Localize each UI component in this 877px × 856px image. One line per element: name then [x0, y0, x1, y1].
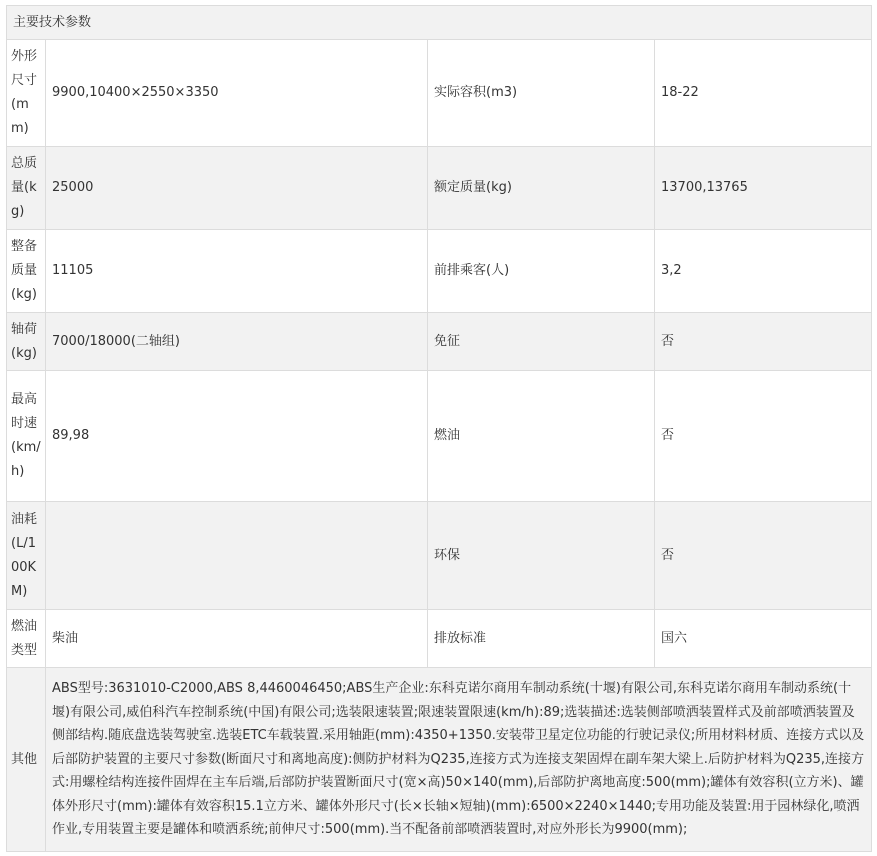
spec-table-title: 主要技术参数 [7, 6, 872, 40]
spec-row-curb-mass [7, 230, 872, 313]
label-eco: 环保 [428, 502, 655, 610]
label-axle-load: 轴荷(kg) [7, 313, 46, 371]
spec-row-gross-mass [7, 147, 872, 230]
label-curb-mass: 整备质量(kg) [7, 230, 46, 313]
value-dimensions: 9900,10400×2550×3350 [46, 40, 428, 147]
value-fuel-type: 柴油 [46, 610, 428, 668]
value-front-passengers: 3,2 [655, 230, 872, 313]
value-fuel-consumption [46, 502, 428, 610]
value-eco: 否 [655, 502, 872, 610]
spec-row-top-speed [7, 371, 872, 502]
value-rated-mass: 13700,13765 [655, 147, 872, 230]
label-gross-mass: 总质量(kg) [7, 147, 46, 230]
label-dimensions: 外形尺寸(mm) [7, 40, 46, 147]
value-top-speed: 89,98 [46, 371, 428, 502]
value-gross-mass: 25000 [46, 147, 428, 230]
spec-header-row [7, 6, 872, 40]
label-fuel-consumption: 油耗(L/100KM) [7, 502, 46, 610]
value-axle-load: 7000/18000(二轴组) [46, 313, 428, 371]
value-fuel: 否 [655, 371, 872, 502]
label-rated-mass: 额定质量(kg) [428, 147, 655, 230]
spec-row-fuel-type [7, 610, 872, 668]
value-volume: 18-22 [655, 40, 872, 147]
spec-row-dimensions [7, 40, 872, 147]
label-fuel-type: 燃油类型 [7, 610, 46, 668]
label-front-passengers: 前排乘客(人) [428, 230, 655, 313]
value-other: ABS型号:3631010-C2000,ABS 8,4460046450;ABS生产企业:东科克诺尔商用车制动系统(十堰)有限公司,东科克诺尔商用车制动系统(十堰)有限公司,威伯科汽车控制系统(中国)有限公司;选装限速装置;限速装置限速(km/h):89;选装描述:选装侧部喷洒装置样式及前部喷洒装置及侧部结构.随底盘选装驾驶室.选装ETC车载装置.采用轴距(mm):4350+1350.安装带卫星定位功能的行驶记录仪;所用材料材质、连接方式以及后部防护装置的主要尺寸参数(断面尺寸和离地高度):侧防护材料为Q235,连接方式为连接支架固焊在副车架大梁上.后防护材料为Q235,连接方式:用螺栓结构连接件固焊在主车后端,后部防护装置断面尺寸(宽×高)50×140(mm),后部防护离地高度:500(mm);罐体有效容积(立方米)、罐体外形尺寸(mm):罐体有效容积15.1立方米、罐体外形尺寸(长×长轴×短轴)(mm):6500×2240×1440;专用功能及装置:用于园林绿化,喷洒作业,专用装置主要是罐体和喷洒系统;前伸尺寸:500(mm).当不配备前部喷洒装置时,对应外形长为9900(mm); [46, 668, 872, 852]
spec-table [6, 5, 872, 852]
value-emission-standard: 国六 [655, 610, 872, 668]
value-tax-exempt: 否 [655, 313, 872, 371]
label-top-speed: 最高时速(km/h) [7, 371, 46, 502]
spec-row-other [7, 668, 872, 852]
label-emission-standard: 排放标准 [428, 610, 655, 668]
value-curb-mass: 11105 [46, 230, 428, 313]
spec-row-fuel-consumption [7, 502, 872, 610]
label-fuel: 燃油 [428, 371, 655, 502]
spec-row-axle-load [7, 313, 872, 371]
label-volume: 实际容积(m3) [428, 40, 655, 147]
label-tax-exempt: 免征 [428, 313, 655, 371]
label-other: 其他 [7, 668, 46, 852]
